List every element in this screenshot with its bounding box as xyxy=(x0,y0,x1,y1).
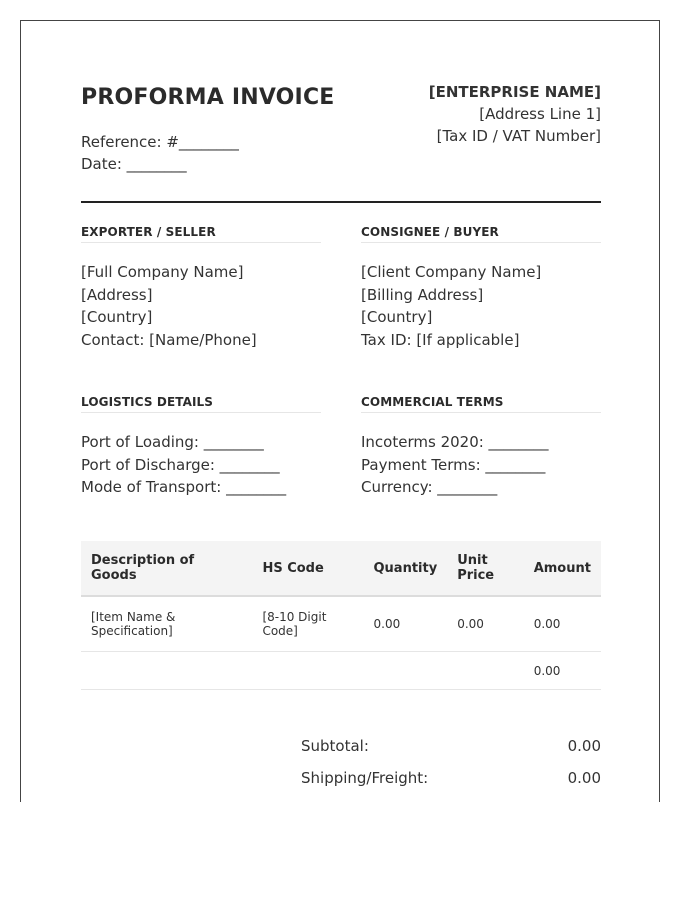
table-cell: 0.00 xyxy=(524,652,601,690)
section-line: Mode of Transport: ________ xyxy=(81,478,287,496)
invoice-header xyxy=(81,21,601,211)
table-cell xyxy=(252,652,363,690)
section-line: Contact: [Name/Phone] xyxy=(81,330,257,349)
section-lines xyxy=(361,431,601,499)
section-lines xyxy=(361,261,601,351)
section-lines xyxy=(81,431,321,499)
table-cell: 0.00 xyxy=(447,596,524,652)
subtotal-value: 0.00 xyxy=(567,737,601,755)
table-row xyxy=(81,652,601,690)
consignee-section xyxy=(361,225,601,351)
table-cell: [8-10 Digit Code] xyxy=(252,596,363,652)
table-cell xyxy=(364,652,448,690)
table-cell: 0.00 xyxy=(364,596,448,652)
table-cell: [Item Name & Specification] xyxy=(81,596,252,652)
column-header: HS Code xyxy=(252,541,363,596)
enterprise-tax-id: [Tax ID / VAT Number] xyxy=(436,127,601,145)
enterprise-name: [ENTERPRISE NAME] xyxy=(428,83,601,101)
section-title: LOGISTICS DETAILS xyxy=(81,395,321,413)
column-header: Quantity xyxy=(364,541,448,596)
section-lines xyxy=(81,261,321,351)
section-line: [Client Company Name] xyxy=(361,263,542,281)
section-line: [Full Company Name] xyxy=(81,263,244,281)
invoice-page xyxy=(20,20,660,802)
shipping-value: 0.00 xyxy=(567,769,601,787)
section-line: [Billing Address] xyxy=(361,285,484,304)
table-row xyxy=(81,596,601,652)
column-header: Amount xyxy=(524,541,601,596)
section-line: [Country] xyxy=(361,308,433,326)
enterprise-address: [Address Line 1] xyxy=(479,105,601,123)
section-line: Payment Terms: ________ xyxy=(361,455,546,474)
column-header: Description of Goods xyxy=(81,541,252,596)
column-header: Unit Price xyxy=(447,541,524,596)
header-divider xyxy=(81,201,601,203)
section-line: Incoterms 2020: ________ xyxy=(361,433,549,451)
logistics-section xyxy=(81,395,321,499)
exporter-section xyxy=(81,225,321,351)
section-title: CONSIGNEE / BUYER xyxy=(361,225,601,243)
goods-table xyxy=(81,541,601,690)
section-line: [Country] xyxy=(81,308,153,326)
section-line: Port of Loading: ________ xyxy=(81,433,264,451)
table-cell xyxy=(447,652,524,690)
commercial-section xyxy=(361,395,601,499)
table-cell xyxy=(81,652,252,690)
section-line: Currency: ________ xyxy=(361,478,498,496)
section-line: Tax ID: [If applicable] xyxy=(361,330,520,349)
reference-field: Reference: #________ xyxy=(81,133,239,151)
table-cell: 0.00 xyxy=(524,596,601,652)
section-title: EXPORTER / SELLER xyxy=(81,225,321,243)
table-header-row xyxy=(81,541,601,596)
shipping-label: Shipping/Freight: xyxy=(301,769,429,787)
subtotal-label: Subtotal: xyxy=(301,737,369,755)
section-title: COMMERCIAL TERMS xyxy=(361,395,601,413)
section-line: [Address] xyxy=(81,285,153,304)
date-field: Date: ________ xyxy=(81,155,187,173)
section-line: Port of Discharge: ________ xyxy=(81,455,280,474)
page-title: PROFORMA INVOICE xyxy=(81,85,335,110)
